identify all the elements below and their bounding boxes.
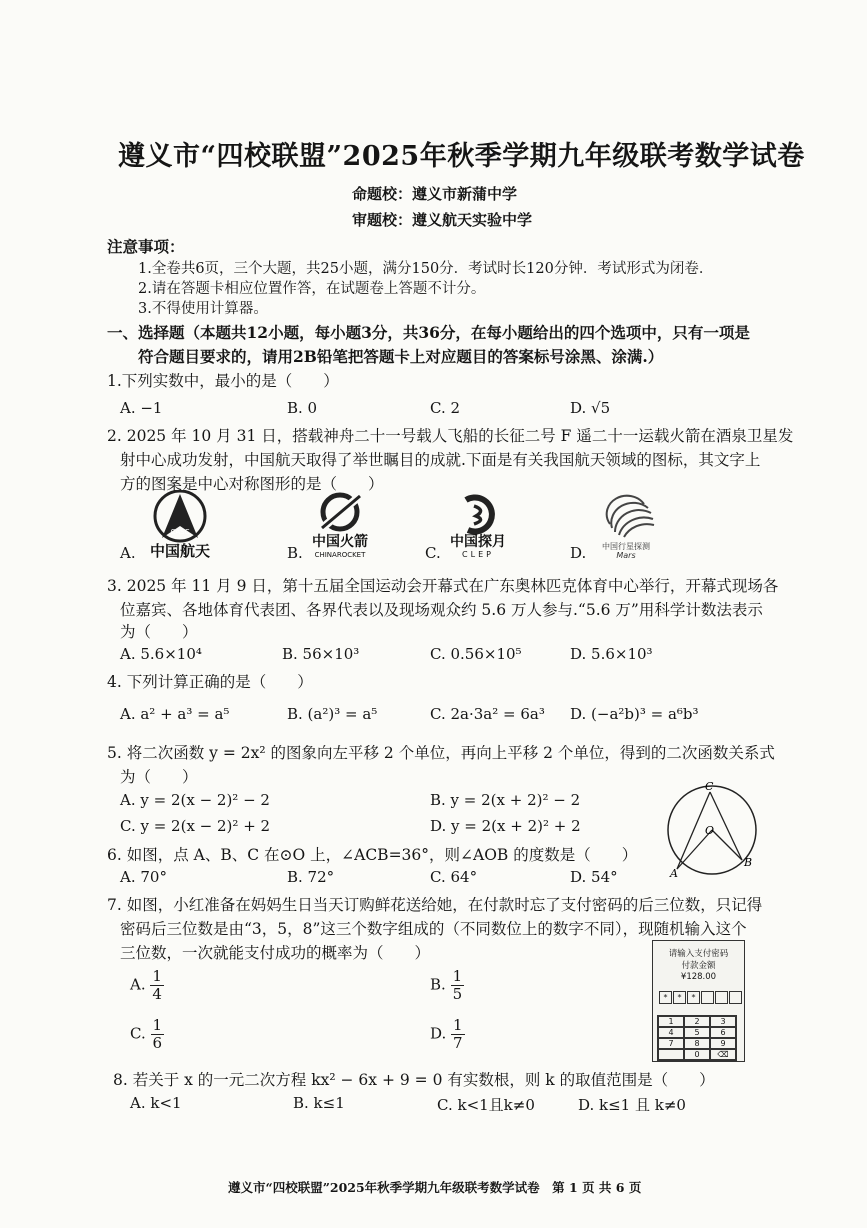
- q1-option-c: C. 2: [430, 399, 461, 417]
- q5-option-a: A. y = 2(x − 2)² − 2: [120, 791, 270, 809]
- mars-logo: [588, 490, 668, 560]
- notes-heading: 注意事项：: [107, 237, 185, 256]
- clep-logo: [438, 490, 518, 560]
- q6-option-a: A. 70°: [120, 868, 167, 886]
- pay-amount-label: 付款金额: [681, 961, 716, 971]
- q7-line2: 密码后三位数是由“3，5，8”这三个数字组成的（不同数位上的数字不同），现随机输入这个: [120, 920, 747, 938]
- page-footer: 遵义市“四校联盟”2025年秋季学期九年级联考数学试卷 第 1 页 共 6 页: [228, 1180, 642, 1195]
- q3-option-b: B. 56×10³: [282, 645, 360, 663]
- rocket-emblem-icon: [300, 490, 380, 560]
- moon-emblem-icon: [438, 490, 518, 560]
- q8-stem: 8. 若关于 x 的一元二次方程 kx² − 6x + 9 = 0 有实数根，则 k 的取值范围是（ ）: [113, 1071, 715, 1089]
- q1-option-b: B. 0: [287, 399, 318, 417]
- reviewer-school: 审题校：遵义航天实验中学: [352, 211, 533, 229]
- q2-line1: 2. 2025 年 10 月 31 日，搭载神舟二十一号载人飞船的长征二号 F 遥二十一运载火箭在酒泉卫星发: [107, 427, 794, 445]
- svg-text:中国航天: 中国航天: [149, 542, 211, 560]
- keypad: [657, 1015, 737, 1061]
- q4-option-d: D. (−a²b)³ = a⁶b³: [570, 705, 699, 723]
- q7-option-c: C. $\frac{1}{6}$: [130, 1016, 163, 1052]
- password-cell: *: [687, 991, 700, 1004]
- label-a: A: [670, 867, 678, 878]
- q3-option-c: C. 0.56×10⁵: [430, 645, 522, 663]
- svg-text:中国行星探测: 中国行星探测: [602, 542, 650, 551]
- circle-figure: [660, 778, 770, 878]
- q8-option-b: B. k≤1: [293, 1094, 345, 1112]
- svg-text:CHINAROCKET: CHINAROCKET: [314, 551, 366, 559]
- casc-logo: [140, 490, 220, 560]
- mars-emblem-icon: [588, 490, 668, 560]
- q1-stem: 1.下列实数中，最小的是（ ）: [107, 372, 339, 390]
- label-c: C: [705, 780, 714, 793]
- password-cell: [701, 991, 714, 1004]
- keypad-key: [658, 1049, 684, 1060]
- keypad-key: 6: [710, 1027, 736, 1038]
- q7-option-d: D. $\frac{1}{7}$: [430, 1016, 463, 1052]
- pay-amount: ¥128.00: [680, 972, 717, 982]
- circle-diagram-icon: [660, 778, 770, 878]
- password-cell: [729, 991, 742, 1004]
- q1-option-a: A. −1: [120, 399, 163, 417]
- q5-line1: 5. 将二次函数 y = 2x² 的图象向左平移 2 个单位，再向上平移 2 个单位，得到的二次函数关系式: [107, 744, 775, 762]
- keypad-key: 3: [710, 1016, 736, 1027]
- q4-option-c: C. 2a·3a² = 6a³: [430, 705, 545, 723]
- q8-option-d: D. k≤1 且 k≠0: [578, 1096, 686, 1114]
- note-3: 3.不得使用计算器。: [138, 301, 268, 317]
- q5-option-b: B. y = 2(x + 2)² − 2: [430, 791, 581, 809]
- q3-line3: 为（ ）: [120, 623, 198, 641]
- q5-option-d: D. y = 2(x + 2)² + 2: [430, 817, 581, 835]
- keypad-key: 7: [658, 1038, 684, 1049]
- casc-emblem-icon: [140, 490, 220, 560]
- q8-option-c: C. k<1且k≠0: [437, 1096, 535, 1114]
- q3-option-d: D. 5.6×10³: [570, 645, 653, 663]
- q4-option-b: B. (a²)³ = a⁵: [287, 705, 378, 723]
- svg-text:中国探月: 中国探月: [450, 534, 506, 550]
- q3-line2: 位嘉宾、各地体育代表团、各界代表以及现场观众约 5.6 万人参与.“5.6 万”用科学计数法表示: [120, 601, 763, 619]
- q8-option-a: A. k<1: [130, 1094, 182, 1112]
- backspace-icon: ⌫: [710, 1049, 736, 1060]
- keypad-key: 9: [710, 1038, 736, 1049]
- password-cells: [659, 991, 742, 1004]
- q2-line3: 方的图案是中心对称图形的是（ ）: [120, 475, 384, 493]
- q6-option-d: D. 54°: [570, 868, 618, 886]
- page-title: 遵义市“四校联盟”2025年秋季学期九年级联考数学试卷: [118, 141, 805, 172]
- q3-line1: 3. 2025 年 11 月 9 日，第十五届全国运动会开幕式在广东奥林匹克体育中心举行，开幕式现场各: [107, 577, 779, 595]
- q3-option-a: A. 5.6×10⁴: [120, 645, 202, 663]
- q7-option-b: B. $\frac{1}{5}$: [430, 967, 463, 1003]
- svg-text:中国火箭: 中国火箭: [312, 534, 368, 550]
- q7-line1: 7. 如图，小红准备在妈妈生日当天订购鲜花送给她，在付款时忘了支付密码的后三位数，只记得: [107, 896, 763, 914]
- q4-option-a: A. a² + a³ = a⁵: [120, 705, 230, 723]
- q2-option-d: D.: [570, 544, 587, 562]
- q4-stem: 4. 下列计算正确的是（ ）: [107, 673, 313, 691]
- label-o: O: [705, 824, 715, 837]
- q7-option-a: A. $\frac{1}{4}$: [130, 967, 162, 1003]
- password-cell: *: [659, 991, 672, 1004]
- keypad-key: 0: [684, 1049, 710, 1060]
- label-b: B: [744, 856, 753, 869]
- svg-text:CASC: CASC: [170, 528, 190, 536]
- q2-option-c: C.: [425, 544, 441, 562]
- q5-option-c: C. y = 2(x − 2)² + 2: [120, 817, 271, 835]
- q6-option-b: B. 72°: [287, 868, 335, 886]
- q6-option-c: C. 64°: [430, 868, 478, 886]
- svg-text:CLEP: CLEP: [462, 550, 494, 559]
- keypad-key: 4: [658, 1027, 684, 1038]
- keypad-key: 5: [684, 1027, 710, 1038]
- svg-text:Mars: Mars: [616, 551, 636, 560]
- keypad-key: 2: [684, 1016, 710, 1027]
- section1-line1: 一、选择题（本题共12小题，每小题3分，共36分，在每小题给出的四个选项中，只有一项是: [107, 323, 750, 342]
- password-cell: *: [673, 991, 686, 1004]
- payment-password-figure: [652, 940, 745, 1062]
- keypad-key: 8: [684, 1038, 710, 1049]
- section1-line2: 符合题目要求的，请用2B铅笔把答题卡上对应题目的答案标号涂黑、涂满.）: [138, 347, 664, 366]
- q2-option-b: B.: [287, 544, 303, 562]
- note-1: 1.全卷共6页，三个大题，共25小题，满分150分．考试时长120分钟．考试形式为闭卷．: [138, 261, 714, 277]
- password-cell: [715, 991, 728, 1004]
- q2-line2: 射中心成功发射，中国航天取得了举世瞩目的成就.下面是有关我国航天领域的图标，其文字上: [120, 451, 761, 469]
- q2-option-a: A.: [120, 544, 136, 562]
- chinarocket-logo: [300, 490, 380, 560]
- q5-line2: 为（ ）: [120, 768, 198, 786]
- setter-school: 命题校：遵义市新蒲中学: [352, 185, 518, 203]
- keypad-key: 1: [658, 1016, 684, 1027]
- q1-option-d: D. √5: [570, 399, 611, 417]
- q7-line3: 三位数，一次就能支付成功的概率为（ ）: [120, 944, 431, 962]
- q6-stem: 6. 如图，点 A、B、C 在⊙O 上，∠ACB=36°，则∠AOB 的度数是（ ）: [107, 846, 638, 864]
- pay-prompt: 请输入支付密码: [668, 949, 729, 959]
- note-2: 2.请在答题卡相应位置作答，在试题卷上答题不计分。: [138, 281, 486, 297]
